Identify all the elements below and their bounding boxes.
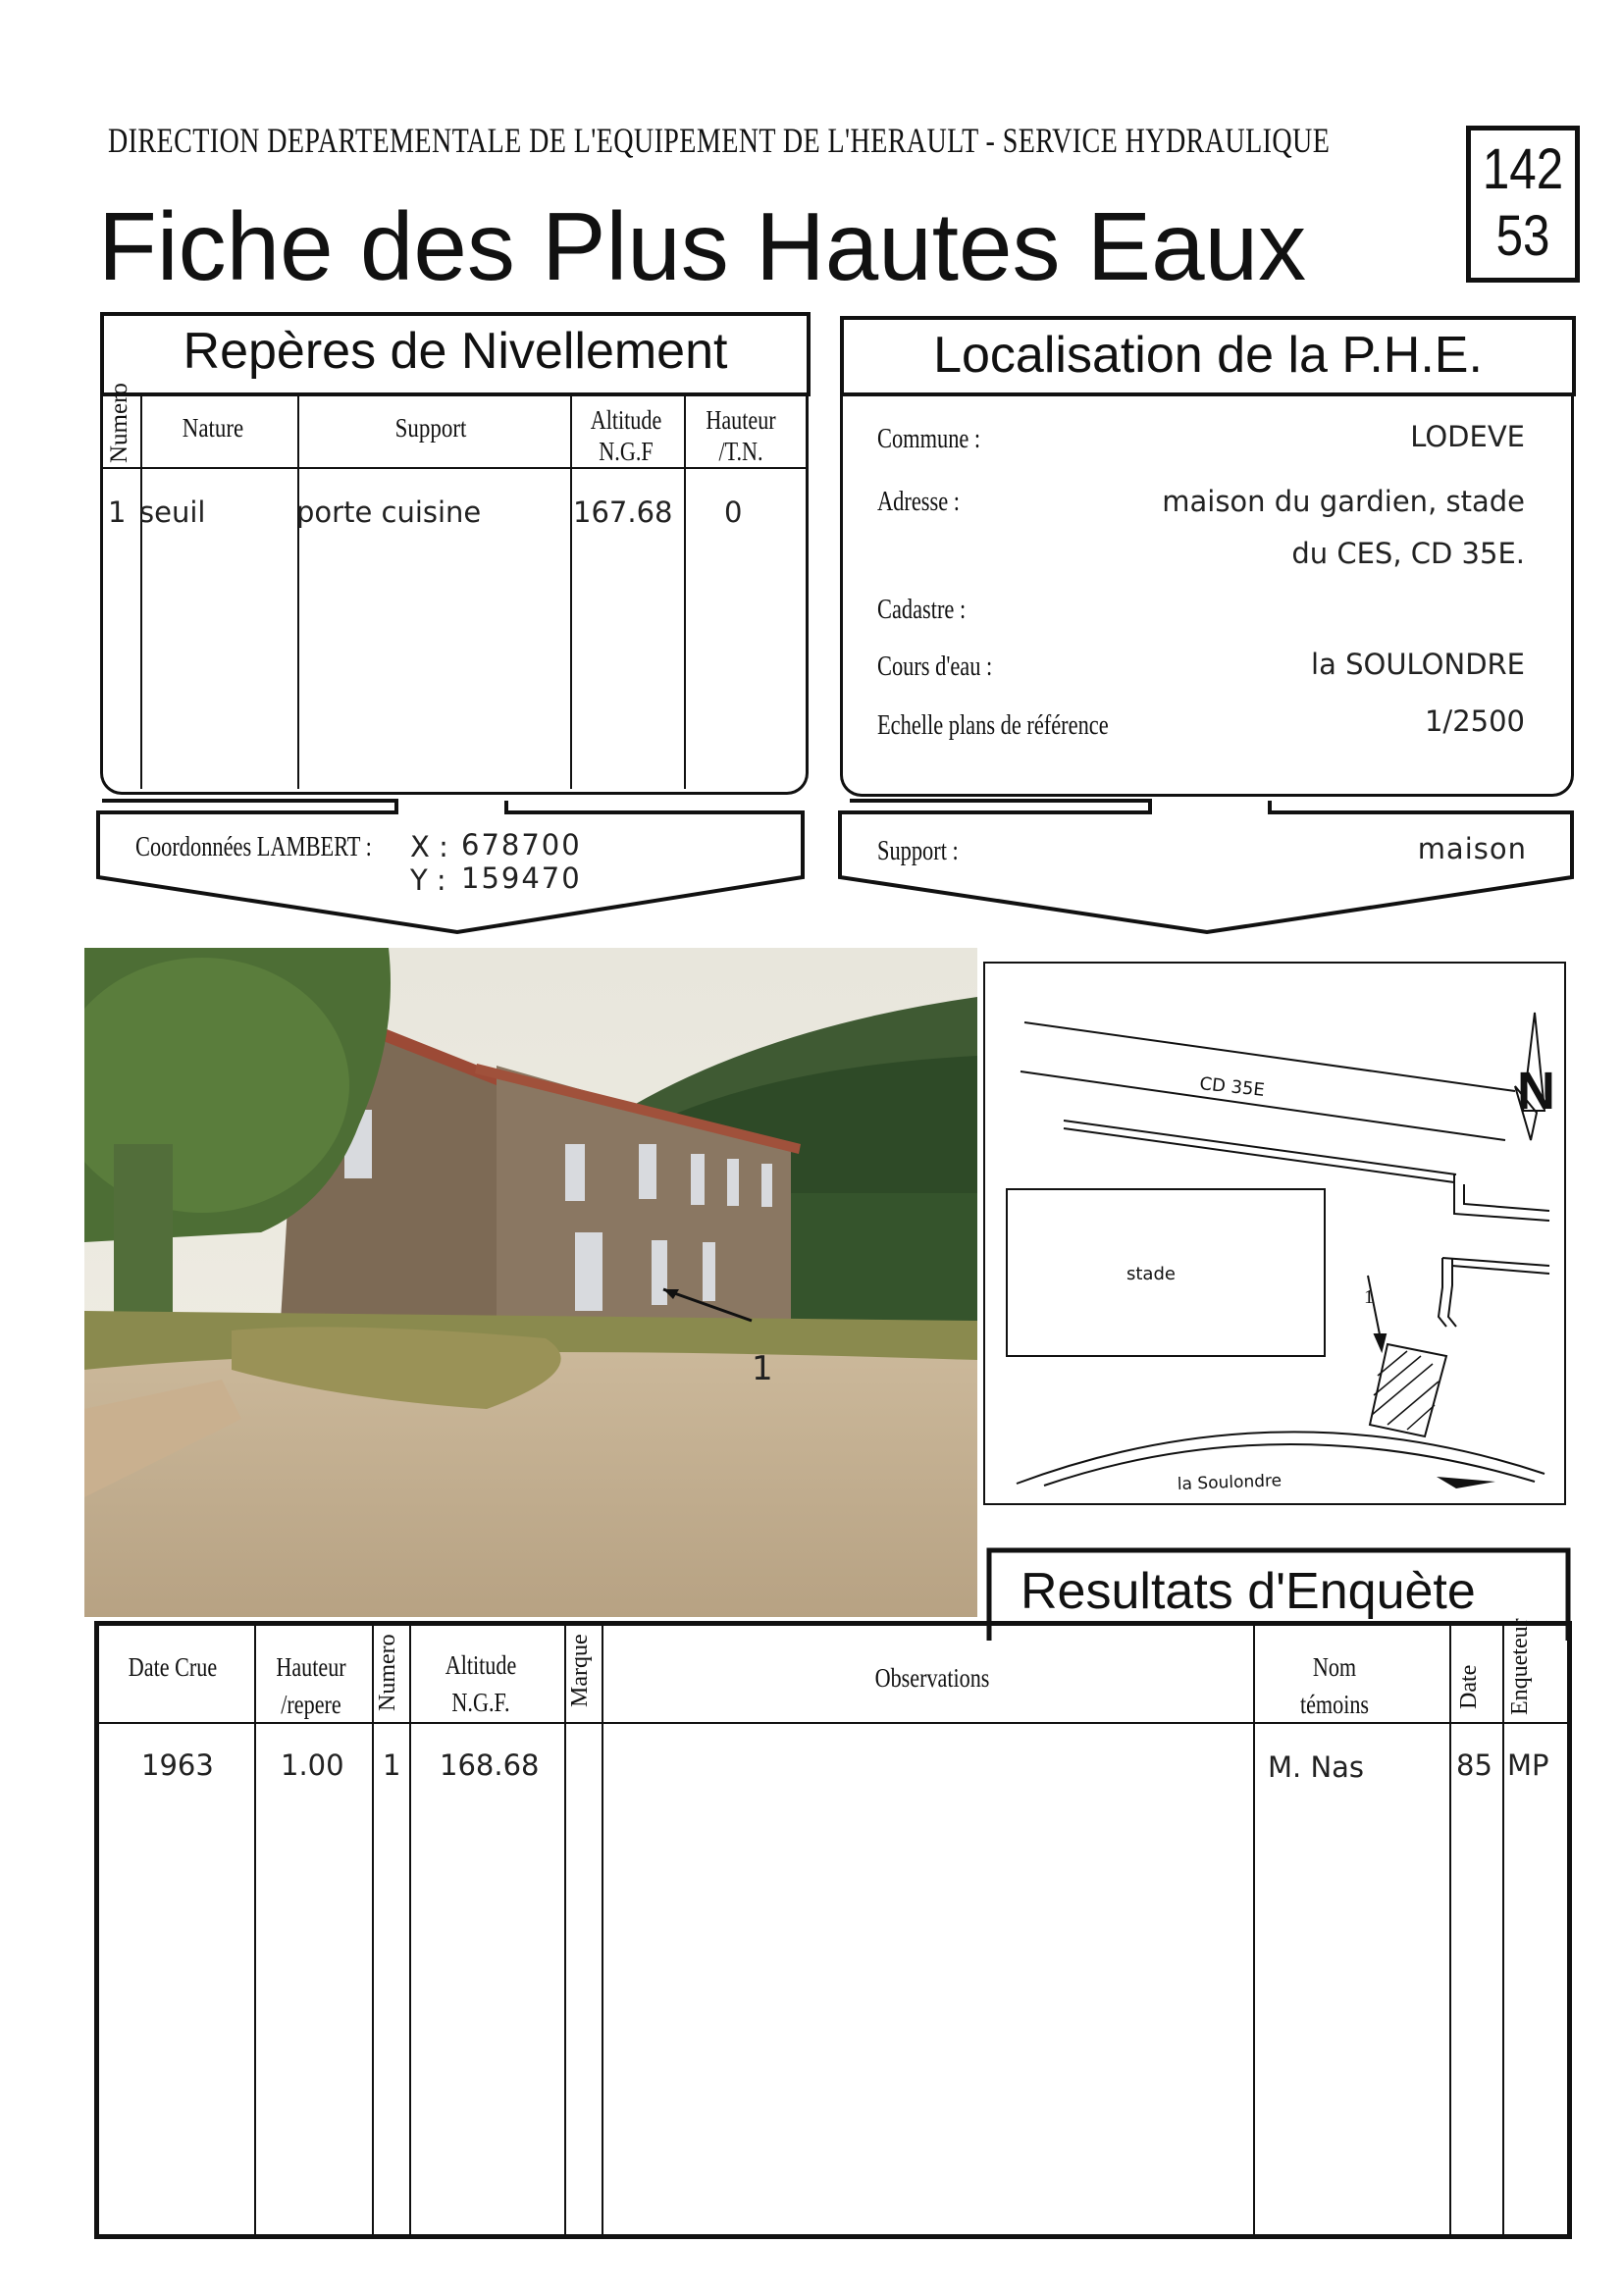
commune-label: Commune : bbox=[877, 424, 981, 454]
row-numero: 1 bbox=[383, 1748, 401, 1782]
echelle-label: Echelle plans de référence bbox=[877, 710, 1109, 741]
pointer-boxes-outline bbox=[94, 787, 1586, 944]
cours-label: Cours d'eau : bbox=[877, 652, 993, 682]
reperes-col-nature: Nature bbox=[182, 413, 244, 443]
commune-value: LODEVE bbox=[1410, 420, 1525, 453]
col-observations: Observations bbox=[874, 1663, 990, 1693]
row-nom-temoin: M. Nas bbox=[1268, 1750, 1365, 1784]
echelle-value: 1/2500 bbox=[1424, 704, 1525, 738]
reperes-title: Repères de Nivellement bbox=[100, 312, 811, 396]
col-hauteur-repere: Hauteur /repere bbox=[276, 1652, 346, 1719]
map-river-label: la Soulondre bbox=[1177, 1471, 1283, 1494]
col-nom-temoins: Nom témoins bbox=[1299, 1652, 1370, 1719]
col-date: Date bbox=[1456, 1664, 1482, 1709]
cadastre-label: Cadastre : bbox=[877, 595, 967, 625]
map-marker-label: 1 bbox=[1364, 1286, 1374, 1308]
row-date: 85 bbox=[1456, 1748, 1492, 1782]
map-road-label: CD 35E bbox=[1198, 1073, 1266, 1101]
agency-line: DIRECTION DEPARTEMENTALE DE L'EQUIPEMENT DE L'HERAULT - SERVICE HYDRAULIQUE bbox=[108, 121, 1331, 160]
sheet-id-box bbox=[1466, 126, 1580, 283]
reperes-row-numero: 1 bbox=[108, 496, 127, 529]
location-map bbox=[983, 962, 1566, 1505]
coordonnees-label: Coordonnées LAMBERT : bbox=[135, 832, 372, 862]
page-title: Fiche des Plus Hautes Eaux bbox=[98, 192, 1307, 300]
support-value: maison bbox=[1417, 832, 1527, 865]
reperes-col-altitude: Altitude N.G.F bbox=[590, 405, 662, 466]
col-marque: Marque bbox=[567, 1634, 593, 1707]
col-enqueteur: Enqueteur bbox=[1507, 1618, 1533, 1715]
support-label: Support : bbox=[877, 836, 959, 866]
row-altitude: 168.68 bbox=[440, 1748, 540, 1782]
resultats-title: Resultats d'Enquète bbox=[1021, 1563, 1476, 1620]
x-value: 678700 bbox=[461, 828, 582, 861]
reperes-col-numero: Numero bbox=[106, 383, 132, 463]
reperes-col-support: Support bbox=[394, 413, 467, 443]
adresse-label: Adresse : bbox=[877, 487, 960, 517]
y-label: Y : bbox=[410, 863, 446, 897]
x-label: X : bbox=[410, 830, 448, 863]
reperes-col-hauteur: Hauteur /T.N. bbox=[706, 405, 776, 466]
site-photo bbox=[84, 948, 977, 1617]
localisation-title: Localisation de la P.H.E. bbox=[840, 316, 1576, 396]
map-stade-label: stade bbox=[1126, 1264, 1176, 1284]
row-date-crue: 1963 bbox=[141, 1748, 214, 1782]
reperes-row-hauteur: 0 bbox=[724, 496, 743, 529]
row-enqueteur: MP bbox=[1507, 1748, 1549, 1782]
reperes-row-altitude: 167.68 bbox=[573, 496, 673, 529]
col-numero: Numero bbox=[375, 1634, 400, 1711]
reperes-row-support: porte cuisine bbox=[296, 496, 482, 529]
col-date-crue: Date Crue bbox=[128, 1652, 218, 1682]
reperes-row-nature: seuil bbox=[139, 496, 206, 529]
sheet-id-top: 142 bbox=[1482, 137, 1564, 201]
sheet-id-bottom: 53 bbox=[1495, 204, 1550, 268]
y-value: 159470 bbox=[461, 861, 582, 895]
cours-value: la SOULONDRE bbox=[1311, 648, 1525, 681]
north-arrow: N bbox=[1517, 1062, 1555, 1121]
photo-marker: 1 bbox=[752, 1349, 773, 1388]
row-hauteur: 1.00 bbox=[281, 1748, 344, 1782]
adresse-line-1: maison du gardien, stade bbox=[1162, 485, 1525, 518]
adresse-line-2: du CES, CD 35E. bbox=[1291, 537, 1525, 570]
col-altitude: Altitude N.G.F. bbox=[445, 1650, 517, 1717]
